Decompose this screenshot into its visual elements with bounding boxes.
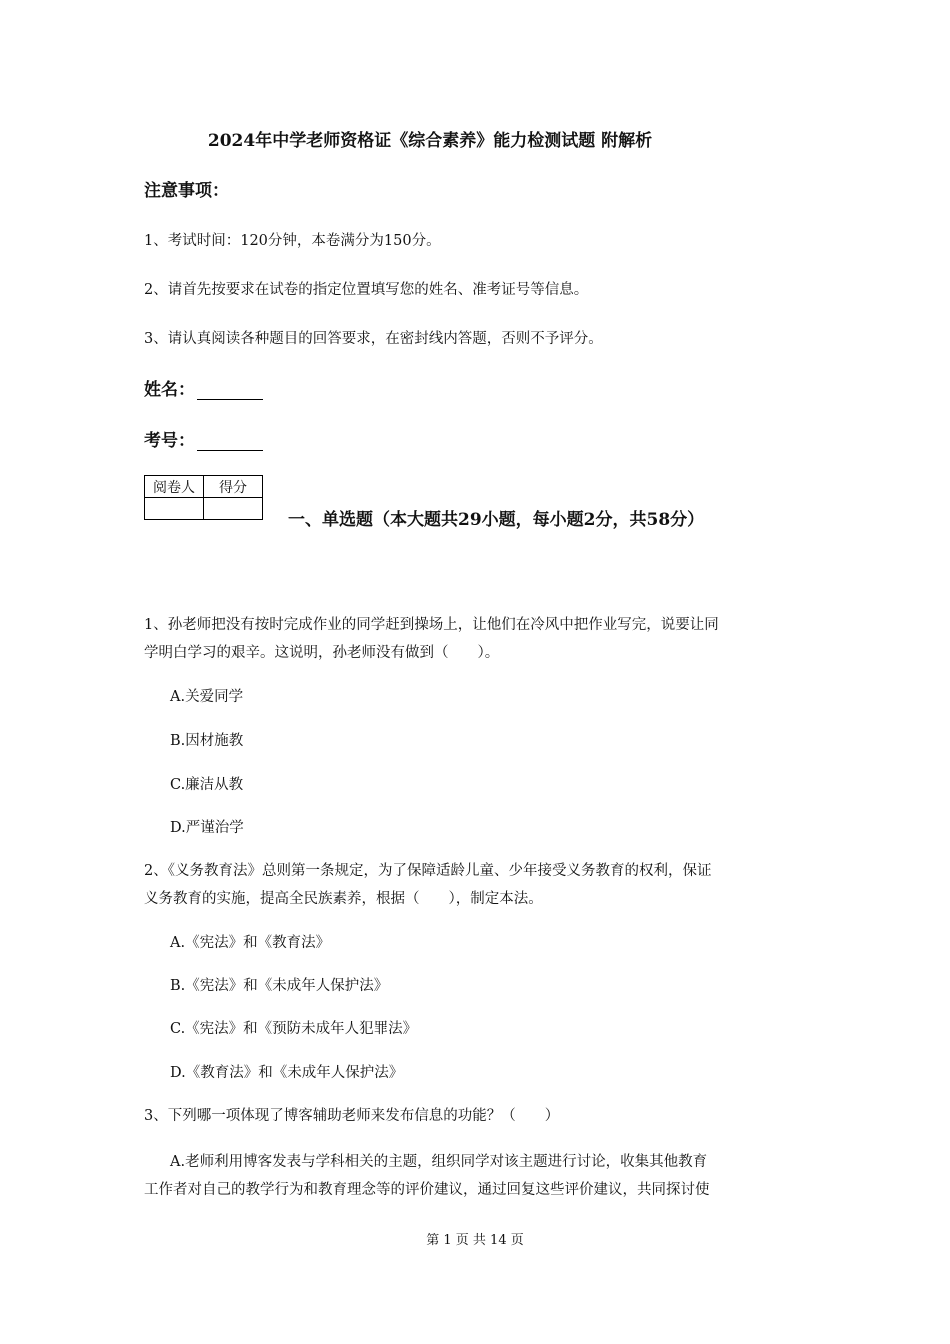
exam-number-label: 考号： [144,431,195,451]
notice-item: 1、考试时间：120分钟，本卷满分为150分。 [144,233,441,249]
notice-item: 2、请首先按要求在试卷的指定位置填写您的姓名、准考证号等信息。 [144,282,589,298]
question-option: D.《教育法》和《未成年人保护法》 [170,1065,404,1081]
question-option: D.严谨治学 [170,820,244,836]
question-option: C.廉洁从教 [170,777,244,793]
score-table-header: 阅卷人 [145,476,204,498]
question-option: B.因材施教 [170,733,244,749]
page-footer: 第 1 页 共 14 页 [426,1233,524,1248]
exam-number-field [144,426,263,451]
exam-number-blank [197,432,263,451]
question-line: 义务教育的实施，提高全民族素养，根据（ ），制定本法。 [144,891,543,907]
name-blank [197,381,263,400]
question-option: A.老师利用博客发表与学科相关的主题，组织同学对该主题进行讨论，收集其他教育 [170,1154,708,1170]
score-table-cell [145,498,204,520]
document-title: 2024年中学老师资格证《综合素养》能力检测试题 附解析 [207,131,653,151]
question-line: 2、《义务教育法》总则第一条规定，为了保障适龄儿童、少年接受义务教育的权利，保证 [144,863,712,879]
question-option: C.《宪法》和《预防未成年人犯罪法》 [170,1021,418,1037]
score-table-header: 得分 [204,476,263,498]
question-option: A.《宪法》和《教育法》 [170,935,331,951]
question-option: B.《宪法》和《未成年人保护法》 [170,978,389,994]
score-table-cell [204,498,263,520]
notice-heading: 注意事项： [144,181,229,201]
name-label: 姓名： [144,380,195,400]
question-line: 1、孙老师把没有按时完成作业的同学赶到操场上，让他们在冷风中把作业写完，说要让同 [144,617,719,633]
notice-item: 3、请认真阅读各种题目的回答要求，在密封线内答题，否则不予评分。 [144,331,603,347]
score-table [144,475,263,520]
section-heading: 一、单选题（本大题共29小题，每小题2分，共58分） [288,510,705,530]
question-line: 3、下列哪一项体现了博客辅助老师来发布信息的功能？（ ） [144,1108,560,1124]
name-field [144,375,263,400]
question-option: A.关爱同学 [170,689,244,705]
question-option-continued: 工作者对自己的教学行为和教育理念等的评价建议，通过回复这些评价建议，共同探讨使 [144,1182,710,1198]
question-line: 学明白学习的艰辛。这说明，孙老师没有做到（ ）。 [144,645,500,661]
